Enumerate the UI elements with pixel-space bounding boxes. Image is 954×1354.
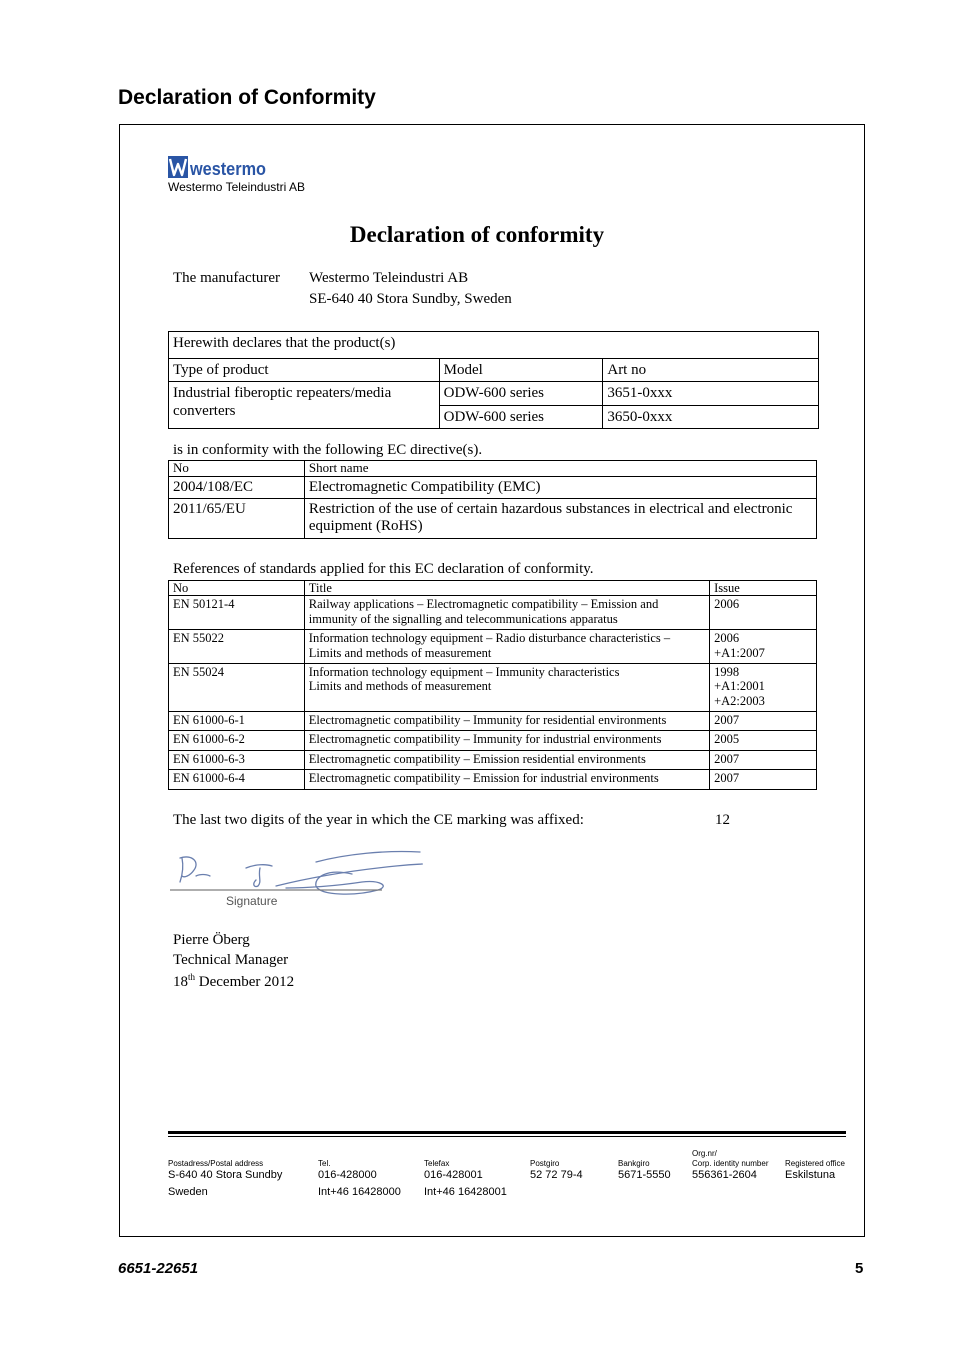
- standard-issue: 2007: [710, 712, 817, 731]
- company-name: Westermo Teleindustri AB: [168, 180, 305, 194]
- standards-header-no: No: [169, 581, 305, 596]
- page-heading: Declaration of Conformity: [118, 86, 376, 109]
- directive-no: 2004/108/EC: [169, 476, 305, 498]
- footer-divider: [168, 1136, 846, 1137]
- standard-title: [304, 630, 709, 664]
- standard-title: Electromagnetic compatibility – Immunity for industrial environments: [304, 731, 709, 750]
- product-header-artno: Art no: [603, 359, 819, 382]
- footer-office-label: Registered office: [785, 1159, 845, 1168]
- signature-date: [173, 972, 294, 991]
- table-row: [169, 596, 817, 630]
- standard-title-line: Limits and methods of measurement: [308, 679, 492, 694]
- standard-issue-line: +A1:2007: [714, 645, 765, 660]
- footer-postgiro: 52 72 79-4: [530, 1169, 583, 1181]
- footer-postal-1: S-640 40 Stora Sundby: [168, 1169, 283, 1181]
- product-table: [168, 331, 819, 429]
- directive-intro: is in conformity with the following EC directive(s).: [173, 442, 483, 458]
- footer-fax-2: Int+46 16428001: [424, 1186, 507, 1198]
- product-header-model: Model: [439, 359, 603, 382]
- footer-postal-2: Sweden: [168, 1186, 208, 1198]
- page-number: 5: [855, 1260, 864, 1277]
- product-header-type: Type of product: [169, 359, 440, 382]
- product-type: Industrial fiberoptic repeaters/media converters: [169, 382, 440, 429]
- westermo-logo: [168, 156, 268, 178]
- standards-table: [168, 580, 817, 790]
- standard-issue: [710, 663, 817, 711]
- footer-office: Eskilstuna: [785, 1169, 836, 1181]
- standard-title-line: immunity of the signalling and telecommunications apparatus: [308, 611, 618, 626]
- standard-issue-line: 1998: [714, 664, 740, 679]
- standard-no: EN 55022: [169, 630, 305, 664]
- standard-no: EN 55024: [169, 663, 305, 711]
- signer-name: Pierre Öberg: [173, 932, 250, 948]
- signature-label: Signature: [226, 894, 278, 908]
- manufacturer-label: The manufacturer: [173, 270, 281, 286]
- standard-title-line: Information technology equipment – Radio disturbance characteristics –: [308, 631, 671, 646]
- directive-header-name: Short name: [304, 461, 816, 477]
- table-row: [169, 630, 817, 664]
- table-row: [169, 712, 817, 731]
- footer-tel-label: Tel.: [318, 1159, 331, 1168]
- date-rest: December 2012: [198, 974, 295, 990]
- product-model: ODW-600 series: [439, 405, 603, 428]
- directive-name: Electromagnetic Compatibility (EMC): [304, 476, 816, 498]
- standard-issue: [710, 596, 817, 630]
- table-row: [169, 663, 817, 711]
- standard-issue: 2007: [710, 750, 817, 769]
- footer-org-label-2: Corp. identity number: [692, 1159, 769, 1168]
- standard-no: EN 50121-4: [169, 596, 305, 630]
- standard-no: EN 61000-6-1: [169, 712, 305, 731]
- footer-tel-1: 016-428000: [318, 1169, 377, 1181]
- footer-bankgiro: 5671-5550: [618, 1169, 671, 1181]
- declaration-title: Declaration of conformity: [349, 222, 605, 247]
- standard-title-line: Railway applications – Electromagnetic compatibility – Emission and: [308, 597, 659, 612]
- standards-header-title: Title: [304, 581, 709, 596]
- product-model: ODW-600 series: [439, 382, 603, 405]
- footer-org: 556361-2604: [692, 1169, 757, 1181]
- table-row: [169, 731, 817, 750]
- standard-no: EN 61000-6-4: [169, 770, 305, 789]
- directive-name: Restriction of the use of certain hazardous substances in electrical and electronic equipment (RoHS): [304, 499, 816, 539]
- standard-title: [304, 596, 709, 630]
- standard-issue-line: 2006: [714, 597, 740, 612]
- directive-table: [168, 460, 817, 539]
- footer-postal-label: Postadress/Postal address: [168, 1159, 264, 1168]
- date-day: 18: [173, 974, 188, 990]
- standard-title: Electromagnetic compatibility – Emission for industrial environments: [304, 770, 709, 789]
- standard-no: EN 61000-6-3: [169, 750, 305, 769]
- footer-fax-label: Telefax: [424, 1159, 450, 1168]
- svg-text:westermo: westermo: [189, 159, 266, 178]
- footer-fax-1: 016-428001: [424, 1169, 483, 1181]
- standard-issue: [710, 630, 817, 664]
- table-row: [169, 750, 817, 769]
- signer-role: Technical Manager: [173, 952, 289, 968]
- directive-no: 2011/65/EU: [169, 499, 305, 539]
- standard-title: Electromagnetic compatibility – Immunity for residential environments: [304, 712, 709, 731]
- footer-divider: [168, 1131, 846, 1134]
- standard-title-line: Limits and methods of measurement: [308, 645, 492, 660]
- date-suffix: th: [188, 972, 196, 982]
- standards-header-issue: Issue: [710, 581, 817, 596]
- footer-bankgiro-label: Bankgiro: [618, 1159, 650, 1168]
- standard-title: Electromagnetic compatibility – Emission residential environments: [304, 750, 709, 769]
- product-table-intro: Herewith declares that the product(s): [169, 332, 819, 359]
- standards-intro: References of standards applied for this EC declaration of conformity.: [173, 561, 594, 577]
- footer-org-label-1: Org.nr/: [692, 1149, 717, 1158]
- standard-issue-line: +A1:2001: [714, 679, 765, 694]
- product-artno: 3651-0xxx: [603, 382, 819, 405]
- ce-marking-sentence: The last two digits of the year in which the CE marking was affixed:: [173, 812, 584, 828]
- footer-postgiro-label: Postgiro: [530, 1159, 560, 1168]
- standard-no: EN 61000-6-2: [169, 731, 305, 750]
- footer-tel-2: Int+46 16428000: [318, 1186, 401, 1198]
- standard-title: [304, 663, 709, 711]
- signature-image: [166, 846, 426, 912]
- directive-header-no: No: [169, 461, 305, 477]
- standard-issue-line: 2006: [714, 631, 740, 646]
- ce-marking-year: 12: [715, 812, 730, 828]
- product-artno: 3650-0xxx: [603, 405, 819, 428]
- standard-issue-line: +A2:2003: [714, 693, 765, 708]
- table-row: [169, 770, 817, 789]
- standard-issue: 2005: [710, 731, 817, 750]
- manufacturer-name: Westermo Teleindustri AB: [309, 270, 469, 286]
- standard-issue: 2007: [710, 770, 817, 789]
- manufacturer-address: SE-640 40 Stora Sundby, Sweden: [309, 291, 512, 307]
- document-number: 6651-22651: [118, 1260, 199, 1277]
- standard-title-line: Information technology equipment – Immunity characteristics: [308, 664, 620, 679]
